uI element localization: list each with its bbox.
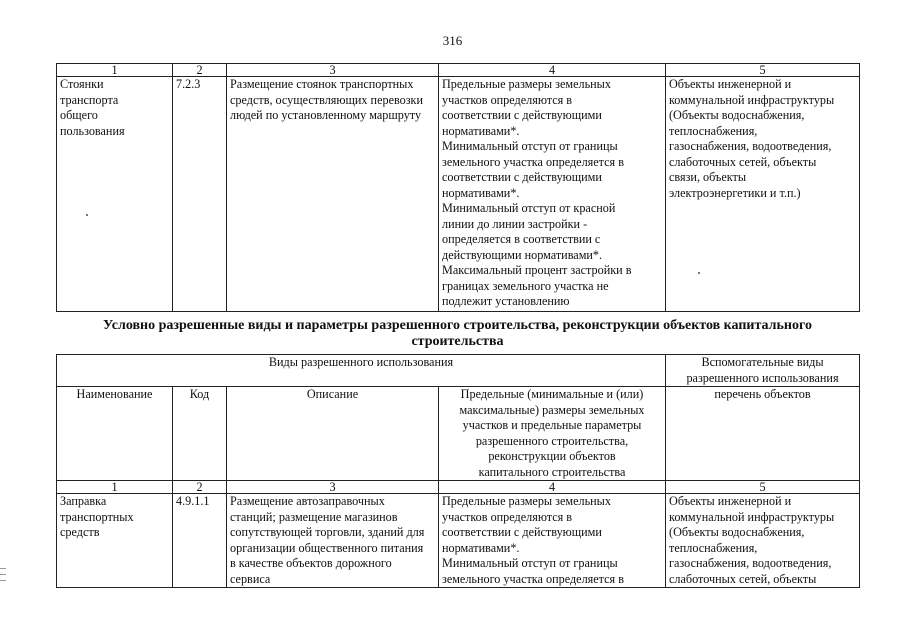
scan-edge-mark [0,574,6,575]
group-header-main [57,355,666,387]
use-description: Размещение стоянок транспортных средств, осуществляющих перевозки людей по установленному маршруту [230,77,424,122]
header-parameters: Предельные (минимальные и (или) максимальные) размеры земельных участков и предельные параметры разрешенного строительства, реконструкции объектов капитального строительства [459,387,645,479]
use-name-cell [57,494,173,588]
use-parameters: Предельные размеры земельных участков определяются в соответствии с действующими нормативами*. Минимальный отступ от границы земельного участка определяется в соответствии с действующими нормативами*. Минимальный отступ от красной линии до линии застройки - определяется в соответствии с действующими нормативами*. Максимальный процент застройки в границах земельного участка не подлежит установлению [442,77,632,308]
column-number: 3 [227,64,439,77]
scan-edge-mark [0,580,6,581]
use-name: Заправка транспортных средств [60,494,134,539]
auxiliary-objects-cell [666,494,860,588]
column-number: 4 [439,64,666,77]
group-header-main-label: Виды разрешенного использования [268,355,454,369]
column-number: 1 [57,64,173,77]
scan-speck [698,272,700,274]
column-number: 1 [57,481,173,494]
table-row [57,77,860,312]
conditional-uses-table [56,354,860,588]
use-code-cell [173,494,227,588]
group-header-aux [666,355,860,387]
column-number: 5 [666,64,860,77]
group-header-row [57,355,860,387]
use-code: 4.9.1.1 [176,494,210,508]
section-heading: Условно разрешенные виды и параметры разрешенного строительства, реконструкции объектов капитального строительства [103,318,812,349]
header-code: Код [173,387,227,481]
table-row [57,494,860,588]
column-number: 3 [227,481,439,494]
column-number: 5 [666,481,860,494]
auxiliary-objects: Объекты инженерной и коммунальной инфраструктуры (Объекты водоснабжения, теплоснабжения, газоснабжения, водоотведения, слаботочных сетей, объекты [669,494,835,586]
column-header-row [57,387,860,481]
page-number: 316 [442,33,463,48]
use-description-cell [227,494,439,588]
header-description: Описание [227,387,439,481]
use-code: 7.2.3 [176,77,201,91]
use-description-cell [227,77,439,312]
auxiliary-objects: Объекты инженерной и коммунальной инфраструктуры (Объекты водоснабжения, теплоснабжения, газоснабжения, водоотведения, слаботочных сетей, объекты связи, объекты электроэнергетики и т.п.) [669,77,835,200]
use-description: Размещение автозаправочных станций; размещение магазинов сопутствующей торговли, зданий для организации общественного питания в качестве объектов дорожного сервиса [230,494,425,586]
column-number: 4 [439,481,666,494]
use-name: Стоянки транспорта общего пользования [60,77,125,138]
use-name-cell [57,77,173,312]
use-code-cell [173,77,227,312]
use-parameters: Предельные размеры земельных участков определяются в соответствии с действующими нормативами*. Минимальный отступ от границы земельного участка определяется в [442,494,624,586]
use-parameters-cell [439,494,666,588]
scan-speck [86,214,88,216]
scan-edge-mark [0,568,6,569]
column-number: 2 [173,481,227,494]
column-number-row [57,64,860,77]
group-header-aux-label: Вспомогательные виды разрешенного использования [686,355,839,385]
header-parameters-cell [439,387,666,481]
column-number: 2 [173,64,227,77]
permitted-uses-table [56,63,860,312]
column-number-row [57,481,860,494]
auxiliary-objects-cell [666,77,860,312]
use-parameters-cell [439,77,666,312]
header-auxiliary: перечень объектов [666,387,860,481]
header-name: Наименование [57,387,173,481]
